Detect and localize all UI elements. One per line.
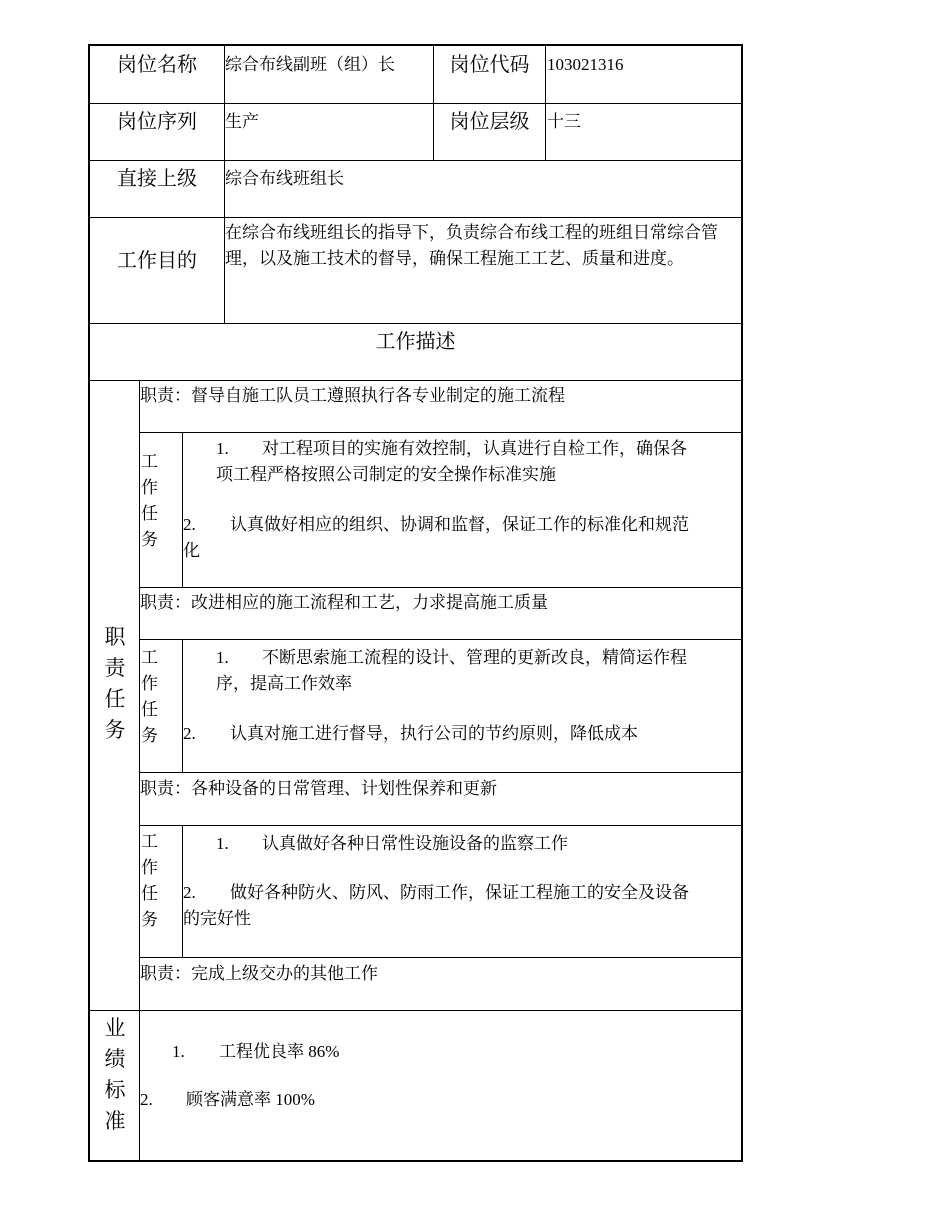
hline: [139, 957, 743, 958]
performance-item: 1. 工程优良率 86%: [172, 1042, 340, 1061]
task-item-continued: 化: [183, 541, 200, 560]
border-bottom: [88, 1160, 743, 1162]
level-value: 十三: [547, 112, 581, 131]
series-label: 岗位序列: [117, 111, 197, 133]
hline: [139, 639, 743, 640]
name-label: 岗位名称: [117, 54, 197, 76]
border-left: [88, 44, 90, 1162]
task-item-continued: 的完好性: [183, 909, 251, 928]
hline: [139, 825, 743, 826]
border-right: [741, 44, 743, 1162]
code-label: 岗位代码: [449, 54, 530, 76]
vline: [139, 380, 140, 1162]
task-item-continued: 序，提高工作效率: [216, 674, 352, 693]
vline: [182, 432, 183, 588]
hline: [88, 217, 743, 218]
level-label: 岗位层级: [449, 111, 530, 133]
task-item: 1. 对工程项目的实施有效控制，认真进行自检工作，确保各: [216, 439, 687, 458]
task-item: 1. 不断思索施工流程的设计、管理的更新改良，精简运作程: [216, 648, 687, 667]
performance-item: 2. 顾客满意率 100%: [140, 1090, 315, 1109]
hline: [88, 323, 743, 324]
duty-title: 职责：改进相应的施工流程和工艺，力求提高施工质量: [140, 593, 548, 612]
superior-value: 综合布线班组长: [225, 169, 344, 188]
hline: [88, 1010, 743, 1011]
task-item-continued: 项工程严格按照公司制定的安全操作标准实施: [216, 465, 556, 484]
hline: [139, 587, 743, 588]
task-item: 2. 认真对施工进行督导，执行公司的节约原则，降低成本: [183, 724, 638, 743]
vline: [545, 44, 546, 161]
hline: [88, 160, 743, 161]
hline: [88, 103, 743, 104]
series-value: 生产: [225, 112, 259, 131]
task-item: 2. 认真做好相应的组织、协调和监督，保证工作的标准化和规范: [183, 515, 689, 534]
superior-label: 直接上级: [117, 168, 197, 190]
purpose-label: 工作目的: [117, 250, 197, 272]
hline: [88, 380, 743, 381]
duty-title: 职责：完成上级交办的其他工作: [140, 964, 378, 983]
duty-title: 职责：各种设备的日常管理、计划性保养和更新: [140, 779, 497, 798]
description-title: 工作描述: [375, 331, 456, 353]
task-item: 1. 认真做好各种日常性设施设备的监察工作: [216, 834, 568, 853]
task-label: 工 作 任 务: [141, 452, 158, 549]
border-top: [88, 44, 743, 46]
hline: [139, 772, 743, 773]
hline: [139, 432, 743, 433]
vline: [182, 639, 183, 773]
name-value: 综合布线副班（组）长: [225, 55, 395, 74]
performance-label: 业 绩 标 准: [104, 1016, 126, 1133]
duty-title: 职责：督导自施工队员工遵照执行各专业制定的施工流程: [140, 386, 565, 405]
code-value: 103021316: [547, 55, 624, 74]
task-label: 工 作 任 务: [141, 648, 158, 745]
purpose-value: 在综合布线班组长的指导下，负责综合布线工程的班组日常综合管理，以及施工技术的督导，确保工程施工工艺、质量和进度。: [225, 223, 718, 268]
task-item: 2. 做好各种防火、防风、防雨工作，保证工程施工的安全及设备: [183, 883, 689, 902]
task-label: 工 作 任 务: [141, 832, 158, 929]
duties-label: 职 责 任 务: [104, 625, 126, 742]
